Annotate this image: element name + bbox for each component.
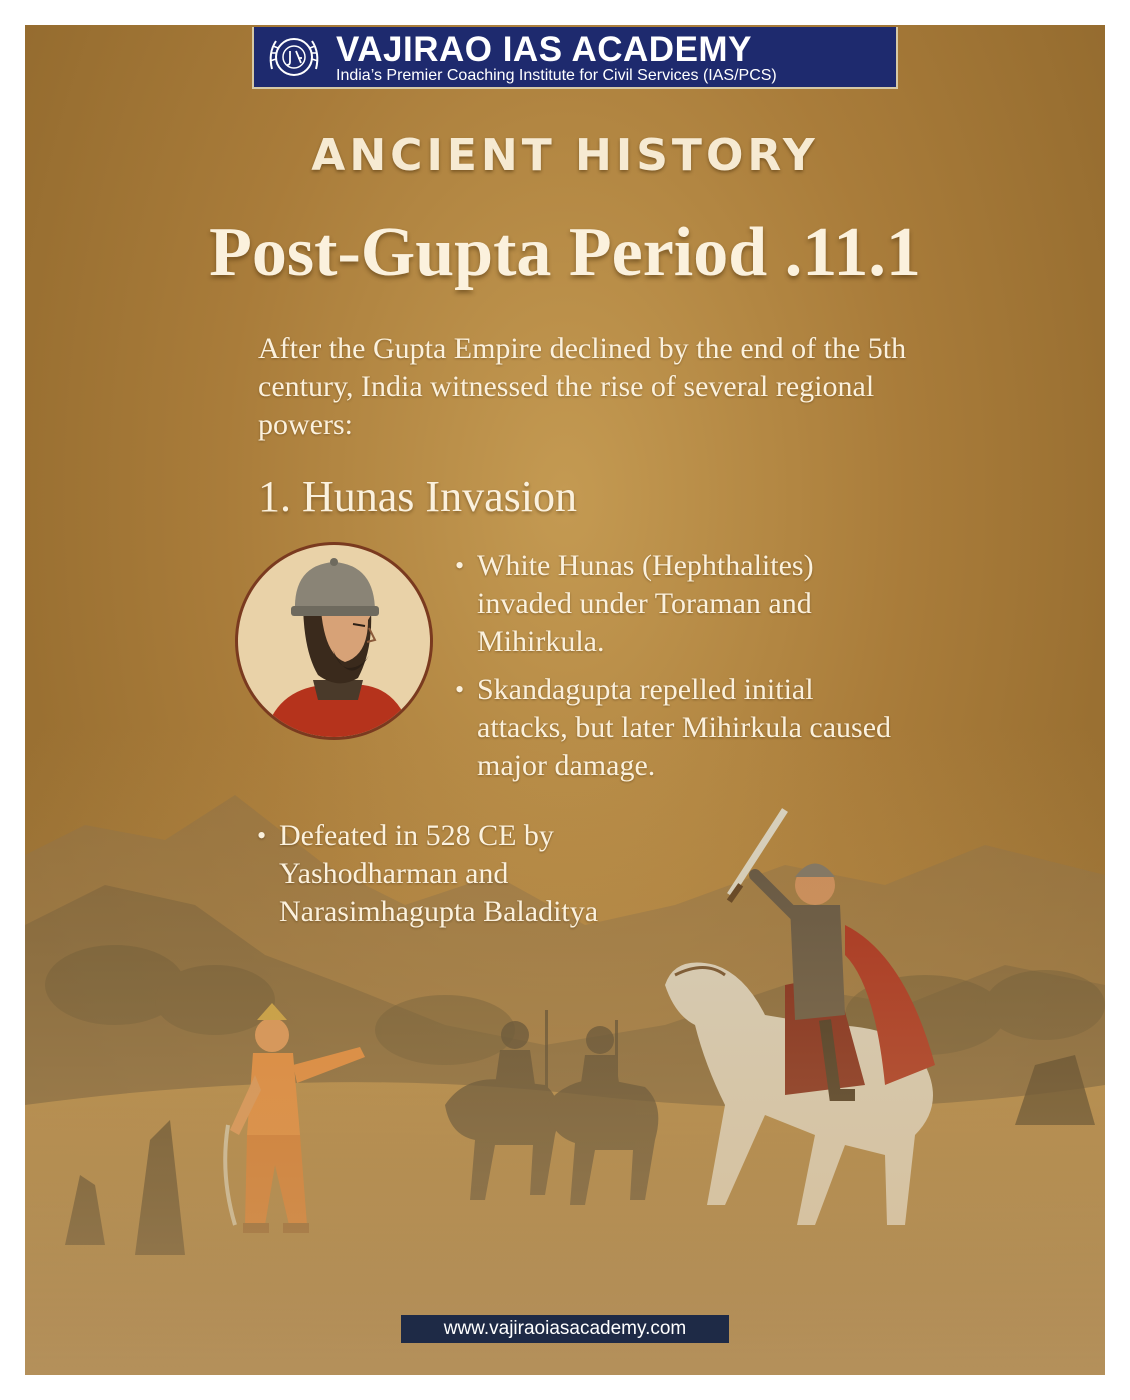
list-item: • Skandagupta repelled initial attacks, but later Mihirkula caused major damage. — [455, 671, 895, 785]
hunas-bullet-list — [455, 547, 895, 785]
defeat-bullet-list — [257, 817, 677, 931]
huna-warrior-portrait — [233, 540, 435, 742]
brand-name: VAJIRAO IAS ACADEMY — [336, 30, 752, 69]
subject-heading: ANCIENT HISTORY — [311, 130, 819, 181]
website-link[interactable]: www.vajiraoiasacademy.com — [401, 1315, 729, 1343]
list-item: • White Hunas (Hephthalites) invaded under Toraman and Mihirkula. — [455, 547, 895, 661]
section-heading: 1. Hunas Invasion — [258, 472, 577, 521]
academy-crest-icon — [266, 31, 322, 83]
poster — [25, 25, 1105, 1375]
page-title: Post-Gupta Period .11.1 — [209, 214, 921, 291]
intro-paragraph: After the Gupta Empire declined by the end of the 5th century, India witnessed the rise of several regional powers: — [258, 332, 907, 441]
header-banner — [252, 27, 898, 89]
brand-tagline: India’s Premier Coaching Institute for Civil Services (IAS/PCS) — [336, 67, 777, 84]
list-item: • Defeated in 528 CE by Yashodharman and Narasimhagupta Baladitya — [257, 817, 677, 931]
